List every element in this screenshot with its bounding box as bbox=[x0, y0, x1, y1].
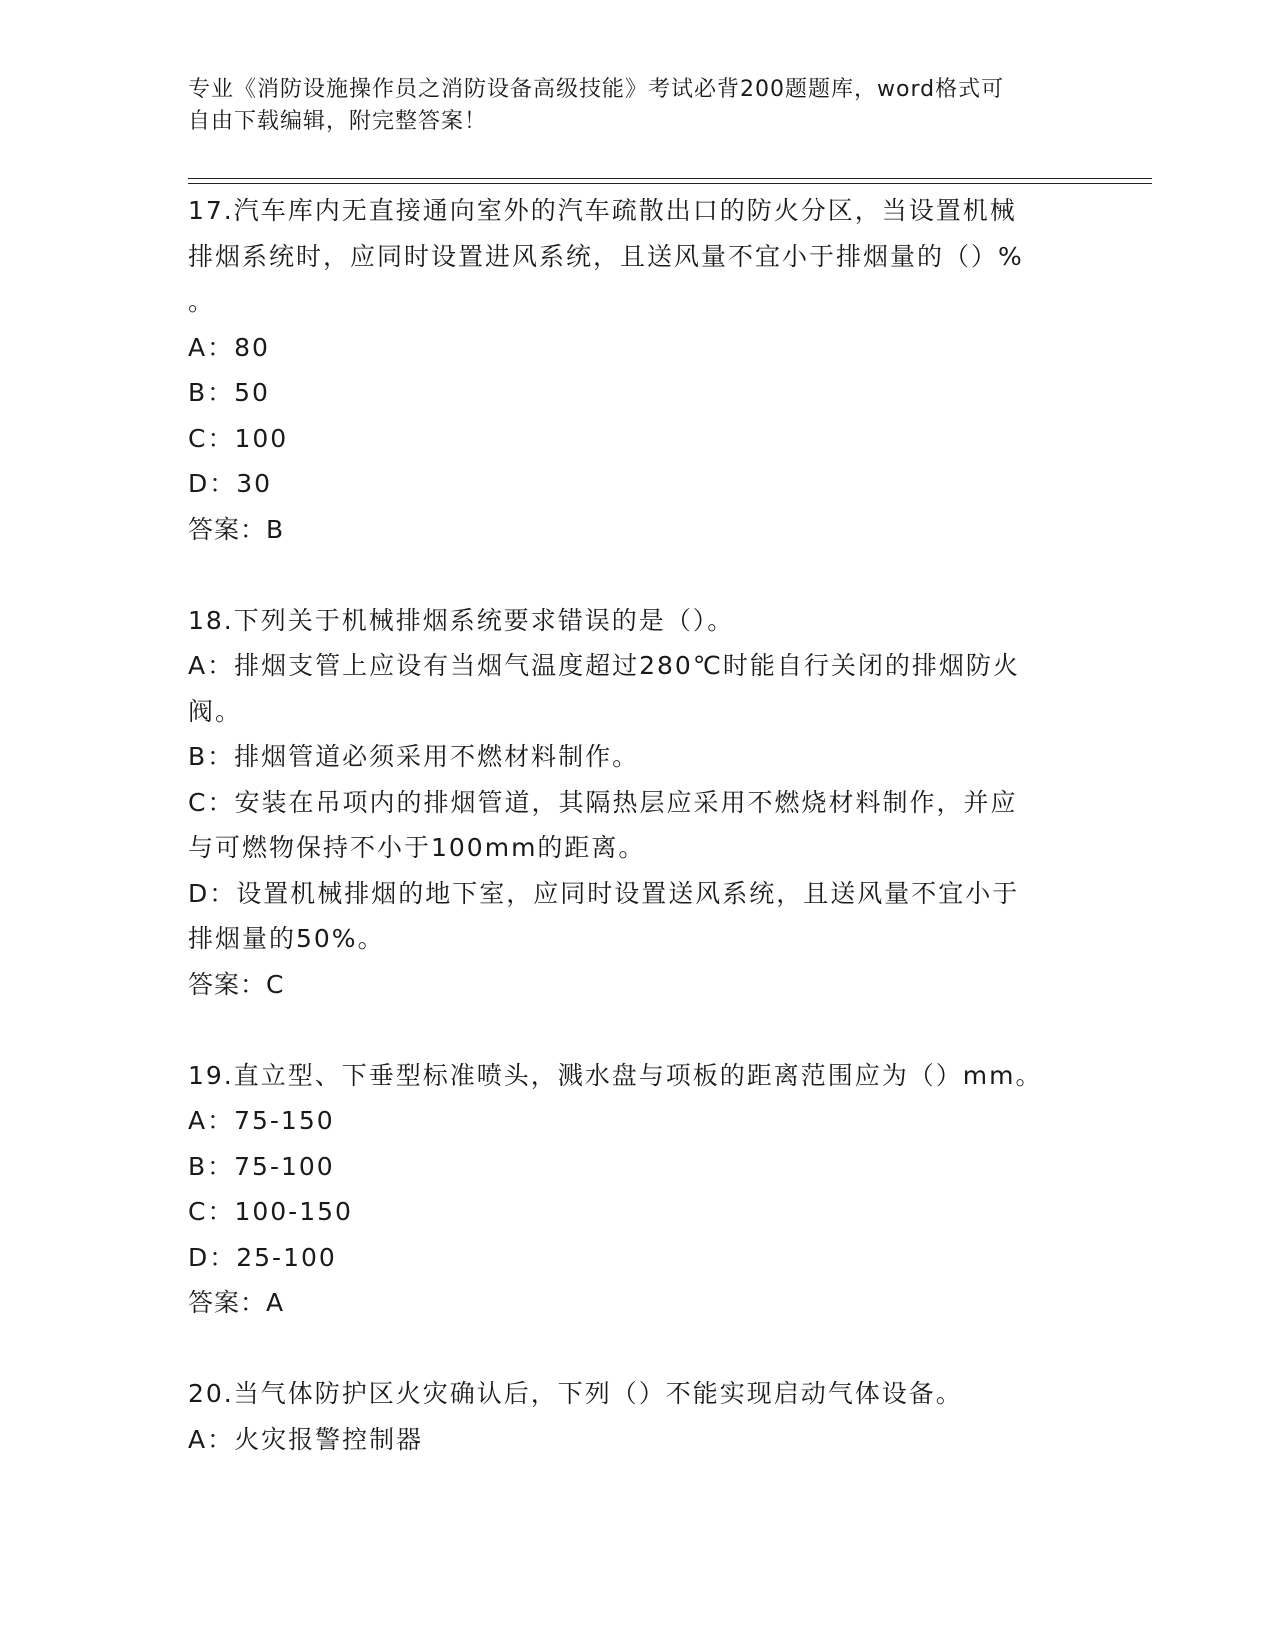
option-line: D：25-100 bbox=[188, 1242, 337, 1272]
answer-line: 答案：A bbox=[188, 1288, 285, 1317]
option-line: 与可燃物保持不小于100mm的距离。 bbox=[188, 833, 646, 862]
option-line: 排烟量的50%。 bbox=[188, 924, 385, 953]
question-list bbox=[188, 188, 1068, 1462]
header-divider-top bbox=[188, 178, 1152, 179]
option-line: C：100 bbox=[188, 423, 289, 453]
question-spacer bbox=[188, 1326, 1068, 1372]
question-stem-line: 19.直立型、下垂型标准喷头，溅水盘与项板的距离范围应为（）mm。 bbox=[188, 1060, 1043, 1090]
question-stem-line: 17.汽车库内无直接通向室外的汽车疏散出口的防火分区，当设置机械 bbox=[188, 196, 1017, 225]
question-17 bbox=[188, 188, 1068, 598]
header-divider-bottom bbox=[188, 183, 1152, 184]
option-line: A：75-150 bbox=[188, 1106, 335, 1135]
question-stem-line: 。 bbox=[188, 287, 216, 316]
question-spacer bbox=[188, 1007, 1068, 1053]
option-line: B：排烟管道必须采用不燃材料制作。 bbox=[188, 742, 640, 771]
question-20 bbox=[188, 1371, 1068, 1462]
question-stem-line: 18.下列关于机械排烟系统要求错误的是（）。 bbox=[188, 605, 735, 635]
question-stem-line: 排烟系统时，应同时设置进风系统，且送风量不宜小于排烟量的（）% bbox=[188, 241, 1024, 271]
option-line: C：100-150 bbox=[188, 1197, 353, 1226]
document-header bbox=[188, 74, 1068, 138]
option-line: 阀。 bbox=[188, 696, 243, 726]
option-line: A：排烟支管上应设有当烟气温度超过280℃时能自行关闭的排烟防火 bbox=[188, 651, 1020, 680]
option-line: D：设置机械排烟的地下室，应同时设置送风系统，且送风量不宜小于 bbox=[188, 878, 1020, 908]
option-line: A：80 bbox=[188, 332, 270, 362]
option-line: D：30 bbox=[188, 469, 273, 498]
question-19 bbox=[188, 1053, 1068, 1372]
question-spacer bbox=[188, 552, 1068, 598]
header-line-1: 专业《消防设施操作员之消防设备高级技能》考试必背200题题库，word格式可 bbox=[188, 77, 1005, 102]
option-line: B：50 bbox=[188, 378, 270, 407]
option-line: C：安装在吊项内的排烟管道，其隔热层应采用不燃烧材料制作，并应 bbox=[188, 787, 1018, 817]
header-line-2: 自由下载编辑，附完整答案！ bbox=[188, 109, 488, 134]
option-line: A：火灾报警控制器 bbox=[188, 1424, 424, 1454]
answer-line: 答案：B bbox=[188, 514, 285, 544]
option-line: B：75-100 bbox=[188, 1151, 335, 1181]
question-18 bbox=[188, 598, 1068, 1053]
answer-line: 答案：C bbox=[188, 969, 285, 999]
question-stem-line: 20.当气体防护区火灾确认后，下列（）不能实现启动气体设备。 bbox=[188, 1379, 963, 1408]
